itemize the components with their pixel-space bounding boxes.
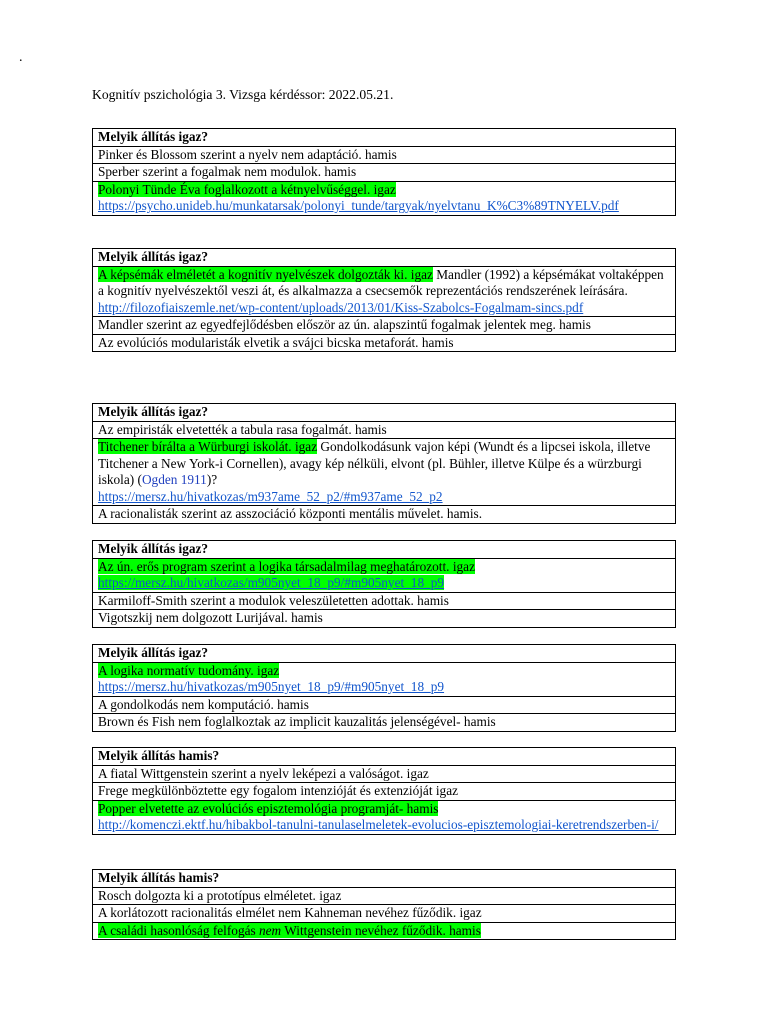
stray-mark: .: [19, 50, 23, 65]
answer-option: Rosch dolgozta ki a prototípus elméletet. igaz: [93, 887, 676, 905]
answer-option: A fiatal Wittgenstein szerint a nyelv leképezi a valóságot. igaz: [93, 765, 676, 783]
answer-option: Pinker és Blossom szerint a nyelv nem adaptáció. hamis: [93, 146, 676, 164]
highlighted-answer: Titchener bírálta a Würburgi iskolát. igaz: [98, 439, 318, 454]
source-link[interactable]: http://filozofiaiszemle.net/wp-content/uploads/2013/01/Kiss-Szabolcs-Fogalmam-sincs.pdf: [98, 299, 584, 315]
question-table-3: [92, 403, 676, 524]
answer-explanation-end: )?: [206, 472, 218, 487]
highlighted-answer: A logika normatív tudomány. igaz: [98, 662, 280, 678]
highlighted-answer: Popper elvetette az evolúciós episztemológia programját- hamis: [98, 800, 439, 816]
question-table-1: [92, 128, 676, 216]
answer-option: Az empiristák elvetették a tabula rasa fogalmát. hamis: [93, 421, 676, 439]
question-table-6: [92, 747, 676, 835]
answer-option-correct: [93, 800, 676, 834]
answer-option-correct: [93, 662, 676, 696]
highlighted-answer-part: Wittgenstein nevéhez fűződik. hamis: [281, 922, 481, 938]
answer-option-correct: [93, 439, 676, 506]
source-link[interactable]: https://mersz.hu/hivatkozas/m937ame_52_p2/#m937ame_52_p2: [98, 488, 443, 504]
highlighted-answer-part: A családi hasonlóság felfogás: [98, 922, 259, 938]
answer-option: A korlátozott racionalitás elmélet nem Kahneman nevéhez fűződik. igaz: [93, 905, 676, 923]
answer-option: Brown és Fish nem foglalkoztak az implicit kauzalitás jelenségével- hamis: [93, 714, 676, 732]
answer-option-correct: [93, 558, 676, 592]
answer-option: Mandler szerint az egyedfejlődésben először az ún. alapszintű fogalmak jelentek meg. hamis: [93, 317, 676, 335]
question-heading: Melyik állítás igaz?: [93, 249, 676, 267]
answer-explanation: Mandler (1992) a képsémákat voltaképpen a kognitív nyelvészektől veszi át, és alkalmazza a csecsemők reprezentációs rendszerének leírására.: [98, 266, 664, 298]
answer-option: Karmiloff-Smith szerint a modulok veleszületetten adottak. hamis: [93, 592, 676, 610]
highlighted-answer: Polonyi Tünde Éva foglalkozott a kétnyelvűséggel. igaz: [98, 181, 396, 197]
question-heading: Melyik állítás hamis?: [93, 870, 676, 888]
citation-reference: Ogden 1911: [141, 472, 207, 487]
source-link[interactable]: https://psycho.unideb.hu/munkatarsak/polonyi_tunde/targyak/nyelvtanu_K%C3%89TNYELV.pdf: [98, 198, 619, 213]
document-title: Kognitív pszichológia 3. Vizsga kérdéssor: 2022.05.21.: [92, 87, 394, 102]
answer-option: Frege megkülönböztette egy fogalom intenzióját és extenzióját igaz: [93, 783, 676, 801]
answer-option-correct: [93, 266, 676, 317]
question-table-7: [92, 869, 676, 940]
question-heading: Melyik állítás hamis?: [93, 748, 676, 766]
question-heading: Melyik állítás igaz?: [93, 645, 676, 663]
highlighted-answer: Az ún. erős program szerint a logika társadalmilag meghatározott. igaz: [98, 558, 475, 574]
answer-option: A racionalisták szerint az asszociáció központi mentális művelet. hamis.: [93, 506, 676, 524]
question-heading: Melyik állítás igaz?: [93, 541, 676, 559]
answer-option: A gondolkodás nem komputáció. hamis: [93, 696, 676, 714]
answer-option-correct: [93, 922, 676, 940]
highlighted-answer: A képsémák elméletét a kognitív nyelvészek dolgozták ki. igaz: [98, 266, 433, 282]
highlighted-answer: [98, 923, 481, 938]
answer-option: Vigotszkij nem dolgozott Lurijával. hamis: [93, 610, 676, 628]
source-link[interactable]: http://komenczi.ektf.hu/hibakbol-tanulni-tanulaselmeletek-evolucios-episztemologiai-keretrendszerben-i/: [98, 817, 659, 832]
question-table-4: [92, 540, 676, 628]
answer-explanation: Gondolkodásunk vajon képi (Wundt és a lipcsei iskola, illetve Titchener a New York-i Cornellen), avagy kép nélküli, elvont (pl. Bühler, illetve Külpe és a würzburgi iskola) (: [98, 439, 651, 487]
answer-option: Sperber szerint a fogalmak nem modulok. hamis: [93, 164, 676, 182]
question-table-5: [92, 644, 676, 732]
question-heading: Melyik állítás igaz?: [93, 404, 676, 422]
answer-option: Az evolúciós modularisták elvetik a svájci bicska metaforát. hamis: [93, 334, 676, 352]
emphasis-word: nem: [259, 922, 282, 938]
source-link[interactable]: https://mersz.hu/hivatkozas/m905nyet_18_p9/#m905nyet_18_p9: [98, 679, 445, 694]
question-heading: Melyik állítás igaz?: [93, 129, 676, 147]
question-table-2: [92, 248, 676, 352]
answer-option-correct: [93, 181, 676, 215]
source-link[interactable]: https://mersz.hu/hivatkozas/m905nyet_18_p9/#m905nyet_18_p9: [98, 575, 445, 590]
